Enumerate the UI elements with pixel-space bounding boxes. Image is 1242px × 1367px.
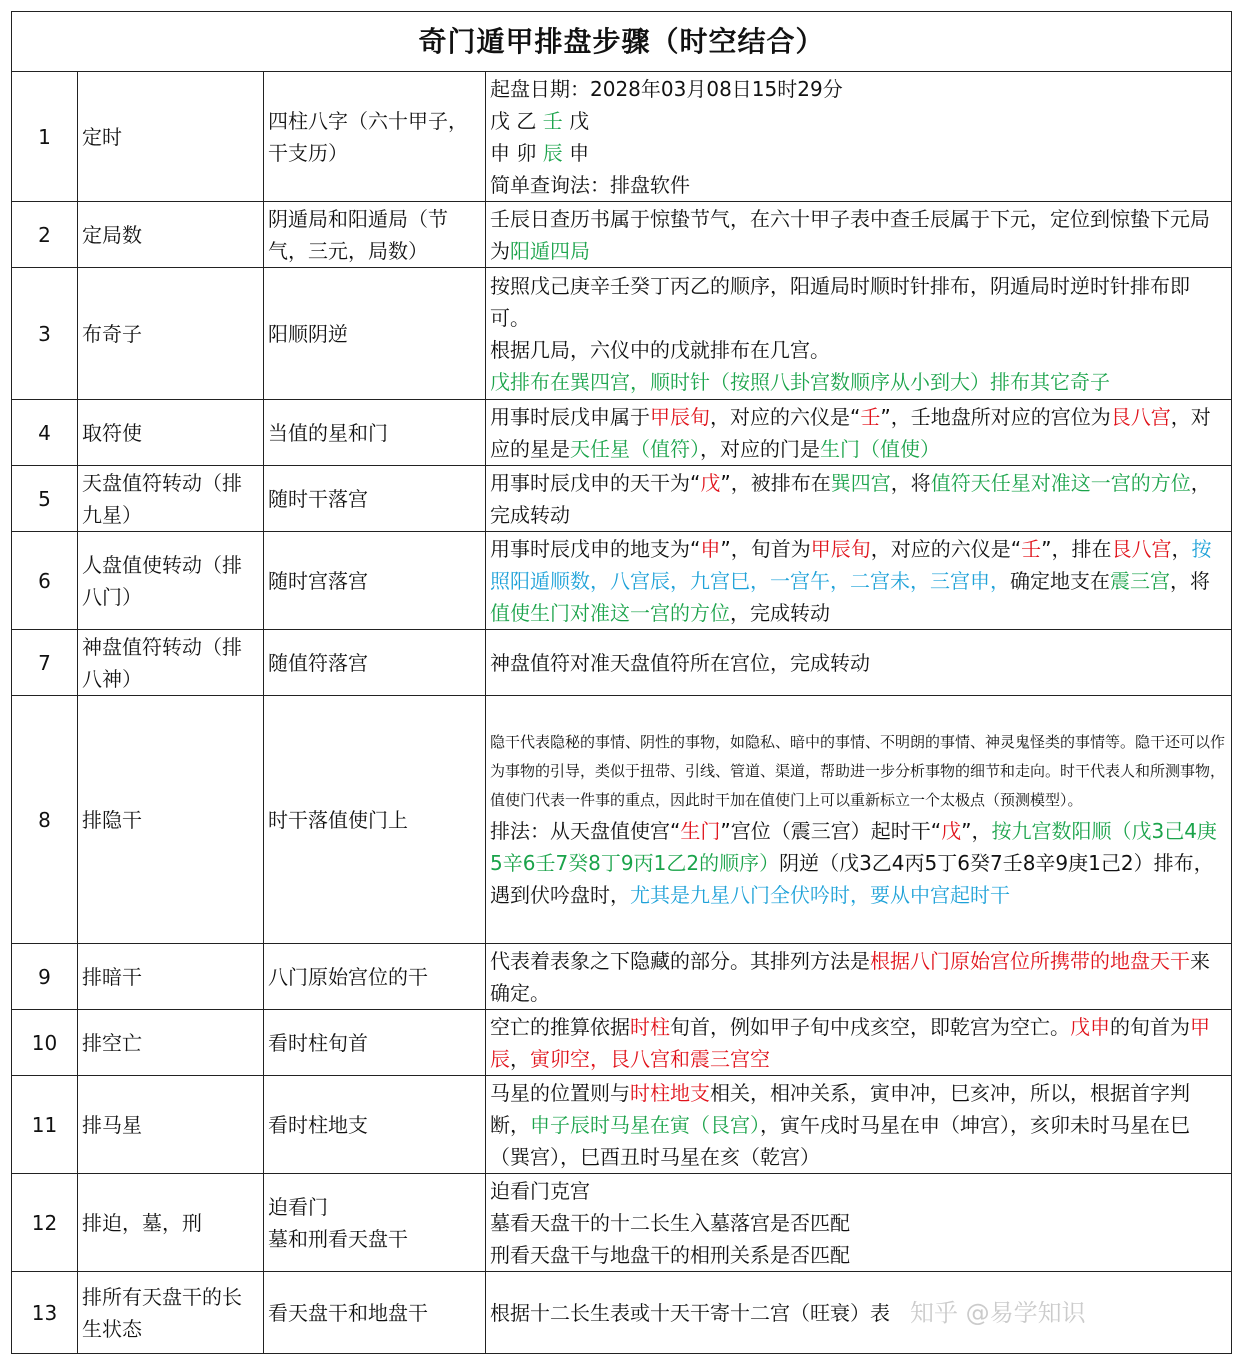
step-name: 排迫，墓，刑 xyxy=(78,1174,264,1272)
step-name: 定局数 xyxy=(78,202,264,268)
step-number: 7 xyxy=(12,630,78,696)
step-method: 迫看门 墓和刑看天盘干 xyxy=(264,1174,486,1272)
step-number: 9 xyxy=(12,944,78,1010)
step-name: 定时 xyxy=(78,72,264,202)
step-method: 当值的星和门 xyxy=(264,400,486,466)
step-number: 10 xyxy=(12,1010,78,1076)
table-row xyxy=(12,72,1232,202)
step-name: 神盘值符转动（排八神） xyxy=(78,630,264,696)
step-name: 布奇子 xyxy=(78,268,264,400)
step-name: 取符使 xyxy=(78,400,264,466)
table-row xyxy=(12,466,1232,532)
step-number: 6 xyxy=(12,532,78,630)
step-method: 随时宫落宫 xyxy=(264,532,486,630)
step-method: 看天盘干和地盘干 xyxy=(264,1272,486,1354)
table-row xyxy=(12,1010,1232,1076)
table-row xyxy=(12,1174,1232,1272)
step-detail: 代表着表象之下隐藏的部分。其排列方法是根据八门原始宫位所携带的地盘天干来确定。 xyxy=(486,944,1232,1010)
step-detail: 用事时辰戊申的地支为“申”，旬首为甲辰旬，对应的六仪是“壬”，排在艮八宫，按照阳遁顺数，八宫辰，九宫巳，一宫午，二宫未，三宫申，确定地支在震三宫，将值使生门对准这一宫的方位，完成转动 xyxy=(486,532,1232,630)
step-detail: 壬辰日查历书属于惊蛰节气，在六十甲子表中查壬辰属于下元，定位到惊蛰下元局为阳遁四局 xyxy=(486,202,1232,268)
step-number: 12 xyxy=(12,1174,78,1272)
step-method: 八门原始宫位的干 xyxy=(264,944,486,1010)
table-row xyxy=(12,400,1232,466)
step-number: 13 xyxy=(12,1272,78,1354)
step-method: 看时柱地支 xyxy=(264,1076,486,1174)
step-name: 人盘值使转动（排八门） xyxy=(78,532,264,630)
table-title: 奇门遁甲排盘步骤（时空结合） xyxy=(12,12,1232,72)
step-detail: 起盘日期：2028年03月08日15时29分 戊 乙 壬 戊 申 卯 辰 申 简单查询法：排盘软件 xyxy=(486,72,1232,202)
table-row xyxy=(12,268,1232,400)
step-name: 排马星 xyxy=(78,1076,264,1174)
step-number: 8 xyxy=(12,696,78,944)
step-number: 4 xyxy=(12,400,78,466)
step-method: 随值符落宫 xyxy=(264,630,486,696)
step-method: 阴遁局和阳遁局（节气，三元，局数） xyxy=(264,202,486,268)
step-method: 阳顺阴逆 xyxy=(264,268,486,400)
step-detail: 神盘值符对准天盘值符所在宫位，完成转动 xyxy=(486,630,1232,696)
qimen-steps-table xyxy=(11,11,1232,1354)
step-detail: 用事时辰戊申的天干为“戊”，被排布在巽四宫，将值符天任星对准这一宫的方位，完成转动 xyxy=(486,466,1232,532)
step-detail: 马星的位置则与时柱地支相关，相冲关系，寅申冲，巳亥冲，所以，根据首字判断，申子辰时马星在寅（艮宫），寅午戌时马星在申（坤宫），亥卯未时马星在巳（巽宫），巳酉丑时马星在亥（乾宫） xyxy=(486,1076,1232,1174)
table-row xyxy=(12,944,1232,1010)
step-number: 3 xyxy=(12,268,78,400)
step-name: 天盘值符转动（排九星） xyxy=(78,466,264,532)
watermark: 知乎 @易学知识 xyxy=(910,1299,1086,1327)
step-detail: 迫看门克宫 墓看天盘干的十二长生入墓落宫是否匹配 刑看天盘干与地盘干的相刑关系是否匹配 xyxy=(486,1174,1232,1272)
step-method: 看时柱旬首 xyxy=(264,1010,486,1076)
step-number: 11 xyxy=(12,1076,78,1174)
step-method: 随时干落宫 xyxy=(264,466,486,532)
step-name: 排隐干 xyxy=(78,696,264,944)
step-name: 排所有天盘干的长生状态 xyxy=(78,1272,264,1354)
step-detail: 用事时辰戊申属于甲辰旬，对应的六仪是“壬”，壬地盘所对应的宫位为艮八宫，对应的星是天任星（值符），对应的门是生门（值使） xyxy=(486,400,1232,466)
step-detail: 空亡的推算依据时柱旬首，例如甲子旬中戌亥空，即乾宫为空亡。戊申的旬首为甲辰，寅卯空，艮八宫和震三宫空 xyxy=(486,1010,1232,1076)
step-method: 时干落值使门上 xyxy=(264,696,486,944)
table-row xyxy=(12,630,1232,696)
step-method: 四柱八字（六十甲子，干支历） xyxy=(264,72,486,202)
table-row xyxy=(12,202,1232,268)
table-row xyxy=(12,696,1232,944)
step-detail: 按照戊己庚辛壬癸丁丙乙的顺序，阳遁局时顺时针排布，阴遁局时逆时针排布即可。 根据几局，六仪中的戊就排布在几宫。 戊排布在巽四宫，顺时针（按照八卦宫数顺序从小到大）排布其它奇子 xyxy=(486,268,1232,400)
step-detail: 隐干代表隐秘的事情、阴性的事物，如隐私、暗中的事情、不明朗的事情、神灵鬼怪类的事情等。隐干还可以作为事物的引导，类似于扭带、引线、管道、渠道，帮助进一步分析事物的细节和走向。时干代表人和所测事物，值使门代表一件事的重点，因此时干加在值使门上可以重新标立一个太极点（预测模型）。 排法：从天盘值使宫“生门”宫位（震三宫）起时干“戊”，按九宫数阳顺（戊3己4庚5辛6壬7癸8丁9丙1乙2的顺序）阴逆（戊3乙4丙5丁6癸7壬8辛9庚1己2）排布，遇到伏吟盘时，尤其是九星八门全伏吟时，要从中宫起时干 xyxy=(486,696,1232,944)
table-row xyxy=(12,1076,1232,1174)
step-name: 排暗干 xyxy=(78,944,264,1010)
step-number: 2 xyxy=(12,202,78,268)
step-number: 1 xyxy=(12,72,78,202)
table-row xyxy=(12,1272,1232,1354)
step-name: 排空亡 xyxy=(78,1010,264,1076)
step-detail: 根据十二长生表或十天干寄十二宫（旺衰）表 xyxy=(486,1272,1232,1354)
table-row xyxy=(12,532,1232,630)
step-number: 5 xyxy=(12,466,78,532)
